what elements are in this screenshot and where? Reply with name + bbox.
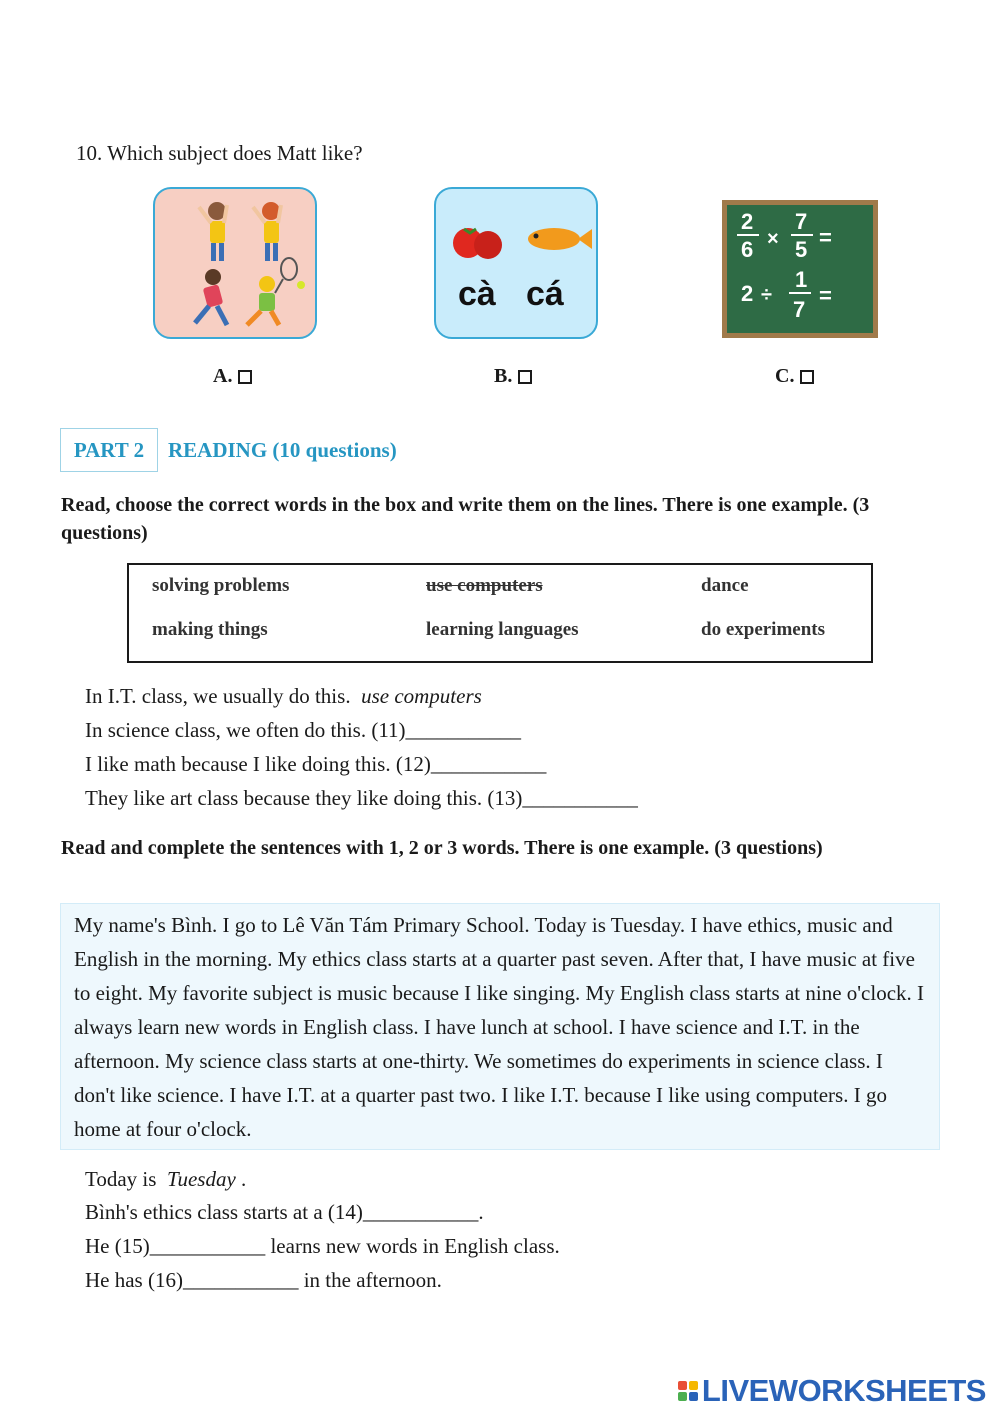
word-do-experiments: do experiments [701,619,826,640]
board-equals-1: = [819,225,832,250]
tomato-fish-illustration [436,189,596,337]
example2-answer: Tuesday [166,1167,236,1191]
option-b-checkbox[interactable] [518,370,532,384]
option-a[interactable] [213,365,252,388]
example-answer: use computers [361,684,482,708]
option-b-picture [434,187,598,339]
question-13[interactable]: They like art class because they like doing this. (13)___________ [85,786,638,810]
math-chalkboard-illustration [727,205,873,333]
section2-example [85,1167,246,1192]
option-c-picture [722,200,878,338]
section2-instruction: Read and complete the sentences with 1, 2 or 3 words. There is one example. (3 questions) [61,837,823,859]
word-use-computers: use computers [426,575,543,596]
board-times: × [767,228,779,250]
word-learning-languages: learning languages [426,619,579,640]
example2-sentence: Today is [85,1167,157,1191]
board-divide: ÷ [761,284,772,306]
reading-passage: My name's Bình. I go to Lê Văn Tám Primary School. Today is Tuesday. I have ethics, music and English in the morning. My ethics class starts at a quarter past seven. After that, I have music at five to eight. My favorite subject is music because I like singing. My English class starts at nine o'clock. I always learn new words in English class. I have lunch at school. I have science and I.T. in the afternoon. My science class starts at one-thirty. We sometimes do experiments in science class. I don't like science. I have I.T. at a quarter past two. I like I.T. because I like using computers. I go home at four o'clock. [60,903,940,1150]
option-c[interactable] [775,365,814,388]
board-num-1: 1 [795,267,808,292]
board-equals-2: = [819,283,832,308]
question-12[interactable]: I like math because I like doing this. (12)___________ [85,752,547,776]
option-c-label: C. [775,365,795,387]
word-box [127,563,873,663]
question-11[interactable]: In science class, we often do this. (11)___________ [85,718,522,742]
word-solving-problems: solving problems [152,575,290,596]
option-c-checkbox[interactable] [800,370,814,384]
board-num-7a: 7 [795,209,808,234]
logo-text: LIVEWORKSHEETS [701,1373,986,1408]
example2-end: . [241,1167,247,1191]
board-num-6: 6 [741,237,754,262]
logo-mark-icon [678,1381,698,1401]
picture-word-ca2: cá [526,275,564,313]
question-16[interactable]: He has (16)___________ in the afternoon. [85,1268,442,1292]
board-num-2a: 2 [741,209,754,234]
option-a-checkbox[interactable] [238,370,252,384]
sports-children-illustration [155,189,315,337]
part-tag: PART 2 [60,428,158,472]
board-num-7b: 7 [793,297,806,322]
section1-example [85,684,482,709]
option-b[interactable] [494,365,532,388]
board-num-2b: 2 [741,281,754,306]
board-num-5: 5 [795,237,808,262]
word-dance: dance [701,575,749,596]
section1-instruction: Read, choose the correct words in the box and write them on the lines. There is one example. (3 questions) [61,494,870,544]
option-b-label: B. [494,365,513,387]
question-15[interactable]: He (15)___________ learns new words in English class. [85,1234,560,1258]
liveworksheets-logo[interactable] [678,1373,986,1409]
part-title: READING (10 questions) [168,438,397,462]
example-sentence: In I.T. class, we usually do this. [85,684,351,708]
question-10-text: 10. Which subject does Matt like? [76,141,363,165]
word-making-things: making things [152,619,268,640]
question-14[interactable]: Bình's ethics class starts at a (14)___________. [85,1200,484,1224]
picture-word-ca1: cà [458,275,496,313]
option-a-label: A. [213,365,233,387]
option-a-picture [153,187,317,339]
